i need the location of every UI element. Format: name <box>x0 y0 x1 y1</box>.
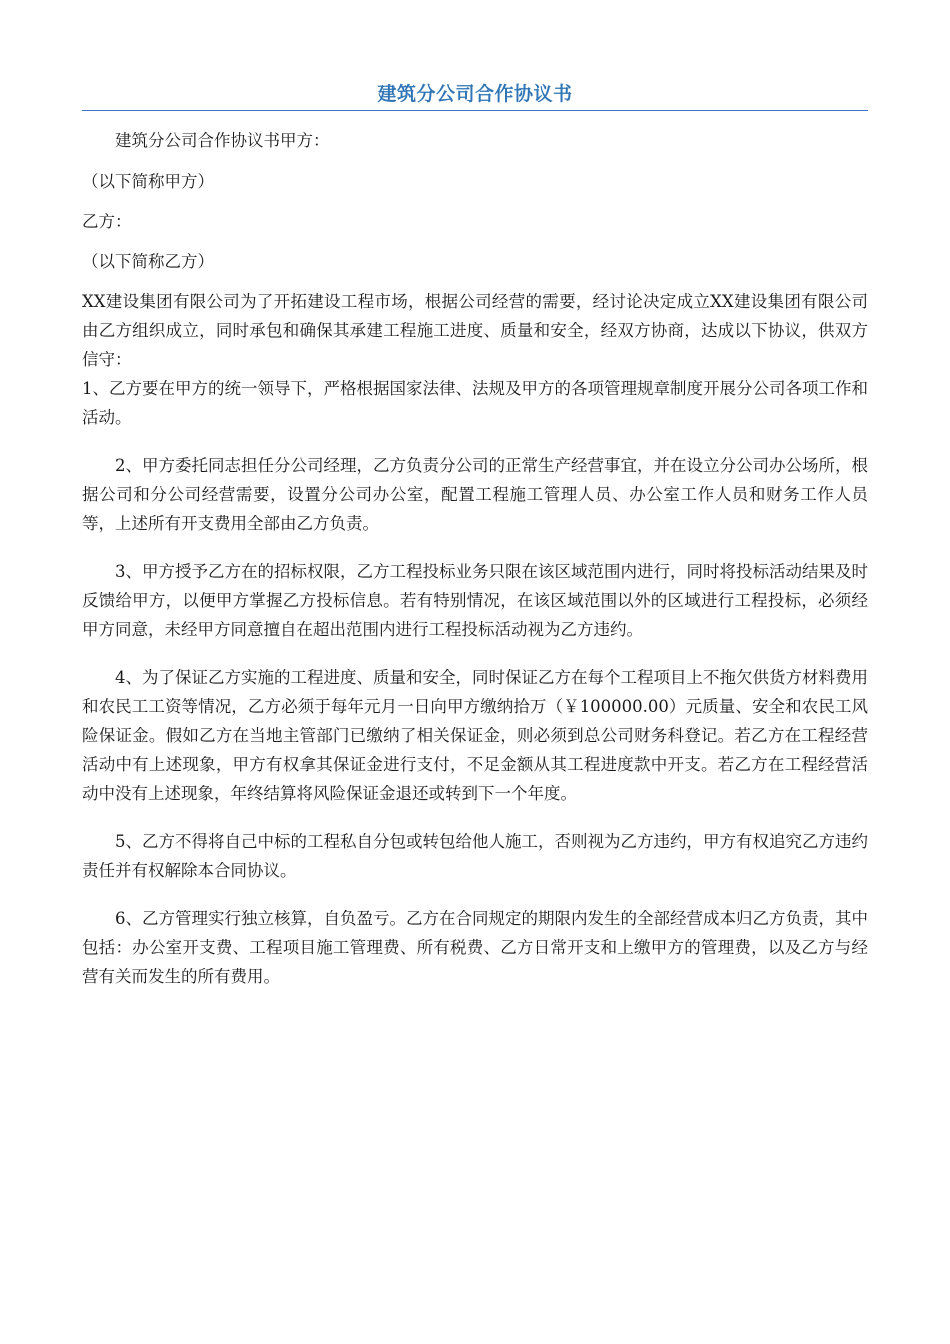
party-a-alias: （以下简称甲方） <box>82 172 214 191</box>
clause-2: 2、甲方委托同志担任分公司经理，乙方负责分公司的正常生产经营事宜，并在设立分公司办公场所，根据公司和分公司经营需要，设置分公司办公室，配置工程施工管理人员、办公室工作人员和财务工作人员等，上述所有开支费用全部由乙方负责。 <box>82 456 868 533</box>
clause-1: 1、乙方要在甲方的统一领导下，严格根据国家法律、法规及甲方的各项管理规章制度开展分公司各项工作和活动。 <box>82 379 868 427</box>
party-a-line: 建筑分公司合作协议书甲方： <box>115 131 330 150</box>
party-b-line: 乙方： <box>82 212 132 231</box>
document-title: 建筑分公司合作协议书 <box>377 83 573 105</box>
clause-6: 6、乙方管理实行独立核算，自负盈亏。乙方在合同规定的期限内发生的全部经营成本归乙方负责，其中包括：办公室开支费、工程项目施工管理费、所有税费、乙方日常开支和上缴甲方的管理费，以及乙方与经营有关而发生的所有费用。 <box>82 909 868 986</box>
document-body <box>82 126 868 991</box>
party-b-alias: （以下简称乙方） <box>82 252 214 271</box>
clause-5: 5、乙方不得将自己中标的工程私自分包或转包给他人施工，否则视为乙方违约，甲方有权追究乙方违约责任并有权解除本合同协议。 <box>82 832 868 880</box>
preamble-paragraph: XX建设集团有限公司为了开拓建设工程市场，根据公司经营的需要，经讨论决定成立XX建设集团有限公司由乙方组织成立，同时承包和确保其承建工程施工进度、质量和安全，经双方协商，达成以下协议，供双方信守： <box>82 292 868 369</box>
clause-4: 4、为了保证乙方实施的工程进度、质量和安全，同时保证乙方在每个工程项目上不拖欠供货方材料费用和农民工工资等情况，乙方必须于每年元月一日向甲方缴纳拾万（￥100000.00）元质量、安全和农民工风险保证金。假如乙方在当地主管部门已缴纳了相关保证金，则必须到总公司财务科登记。若乙方在工程经营活动中有上述现象，甲方有权拿其保证金进行支付，不足金额从其工程进度款中开支。若乙方在工程经营活动中没有上述现象，年终结算将风险保证金退还或转到下一个年度。 <box>82 668 868 803</box>
document-header <box>82 82 868 111</box>
clause-3: 3、甲方授予乙方在的招标权限，乙方工程投标业务只限在该区域范围内进行，同时将投标活动结果及时反馈给甲方，以便甲方掌握乙方投标信息。若有特别情况，在该区域范围以外的区域进行工程投标，必须经甲方同意，未经甲方同意擅自在超出范围内进行工程投标活动视为乙方违约。 <box>82 562 868 639</box>
